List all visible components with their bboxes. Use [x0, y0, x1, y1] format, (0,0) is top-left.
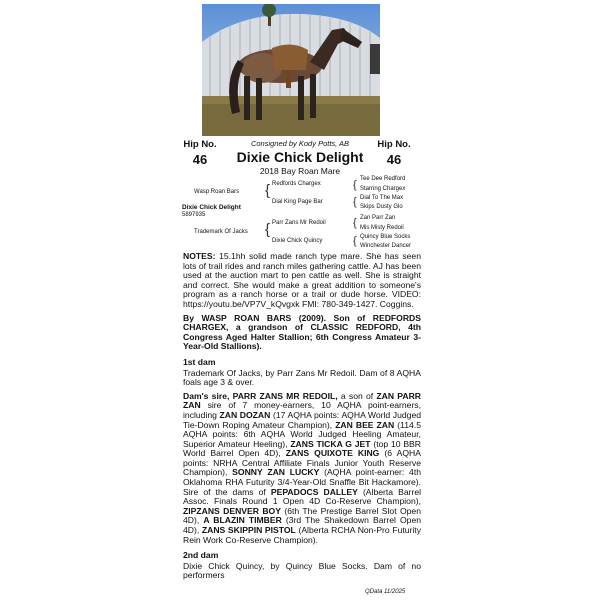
hip-label: Hip No. — [377, 139, 411, 150]
text-run: (6 AQHA points: NRHA Central Affiliate Finals Junior Youth Reserve Champion), — [183, 448, 421, 478]
text-run: (6th The Prestige Barrel Slot Open 4D), — [183, 505, 421, 526]
horse-ref: ZANS TICKA G JET — [290, 438, 371, 449]
notes-paragraph — [183, 252, 421, 310]
horse-description: 2018 Bay Roan Mare — [259, 166, 341, 176]
hip-label: Hip No. — [183, 139, 217, 150]
footer-credit: QData 11/2025 — [365, 589, 406, 595]
text-run: (17 AQHA points: AQHA World Judged Tie-Down Roping Amateur Champion), — [183, 409, 422, 430]
first-dam-heading: 1st dam — [183, 356, 216, 367]
pedigree-dam: Trademark Of Jacks — [194, 229, 248, 235]
text-run: sire of 7 money-earners, 10 AQHA point-earners, including — [183, 400, 421, 420]
pedigree-dam-sire-sire: Zan Parr Zan — [360, 215, 396, 221]
text-run: (AQHA point-earner: 4th Oklahoma RHA Futurity 3/4-Year-Old Snaffle Bit Hackamore). Sire of the dams of — [183, 467, 421, 497]
horse-ref: SONNY ZAN LUCKY — [232, 467, 320, 478]
text-run: (Alberta Barrel Assoc. Finals Round 1 Open 4D Co-Reserve Champion), — [183, 486, 422, 507]
pedigree-dam-sire: Parr Zans Mr Redoil — [272, 220, 326, 226]
text-run: a son of — [337, 390, 377, 401]
pedigree-sire-dam-sire: Dial To The Max — [360, 195, 404, 201]
horse-ref: ZAN BEE ZAN — [335, 419, 395, 430]
horse-ref: ZAN PARR ZAN — [183, 390, 422, 411]
pedigree-dam-sire-dam: Mis Misty Redoil — [360, 225, 404, 231]
text-run: (Alberta RCHA Non-Pro Futurity Rein Work Co-Reserve Champion). — [183, 525, 421, 545]
pedigree-sire-sire-dam: Starring Chargex — [360, 186, 406, 192]
pedigree-dam-dam-sire: Quincy Blue Socks — [360, 234, 411, 240]
second-dam-text: Dixie Chick Quincy, by Quincy Blue Socks. Dam of no performers — [183, 560, 421, 581]
horse-photo — [202, 4, 380, 136]
horse-name: Dixie Chick Delight — [236, 149, 364, 165]
notes-label: NOTES: — [183, 251, 216, 261]
first-dam-text: Trademark Of Jacks, by Parr Zans Mr Redoil. Dam of 8 AQHA foals age 3 & over. — [183, 367, 421, 388]
dams-sire-paragraph — [183, 392, 421, 546]
horse-ref: ZAN DOZAN — [219, 409, 271, 420]
catalog-body — [183, 252, 421, 585]
pedigree-sire-sire-sire: Tee Dee Redford — [360, 176, 406, 182]
pedigree-registration: 5897935 — [182, 212, 206, 218]
hip-number: 46 — [192, 152, 208, 167]
horse-ref: A BLAZIN TIMBER — [203, 515, 282, 526]
catalog-page — [180, 0, 420, 600]
pedigree-brace: { — [353, 217, 357, 229]
horse-ref: ZANS SKIPPIN PISTOL — [201, 525, 296, 536]
pedigree-dam-dam-dam: Winchester Dancer — [360, 243, 412, 249]
dams-sire-name: Dam's sire, PARR ZANS MR REDOIL, — [183, 390, 338, 401]
pedigree-brace: { — [353, 235, 357, 247]
hip-number: 46 — [386, 152, 402, 167]
pedigree-sire-dam: Dial King Page Bar — [272, 199, 323, 205]
pedigree-sire-dam-dam: Skips Dusty Glo — [360, 204, 403, 210]
pedigree-brace: { — [265, 182, 271, 199]
second-dam-heading: 2nd dam — [183, 550, 219, 561]
pedigree-sire-sire: Redfords Chargex — [272, 181, 321, 187]
text-run: (3rd The Shakedown Barrel Open 4D), — [183, 515, 422, 536]
horse-photo-image — [202, 4, 380, 136]
text-run: (114.5 AQHA points: 6th AQHA World Judged Heeling Amateur, Superior Amateur Heeling), — [183, 419, 421, 449]
horse-ref: ZANS QUIXOTE KING — [285, 448, 380, 459]
pedigree-brace: { — [265, 221, 271, 238]
consignor: Consigned by Kody Potts, AB — [250, 139, 350, 148]
notes-text: 15.1hh solid made ranch type mare. She has seen lots of trail rides and ranch miles gathering cattle. AJ has been used at the auction mart to pen cattle as well. She is straight and correct. She would make a great addition to someone's program as a ranch horse or a trail or dude horse. VIDEO: https://youtu.be/VP7V_kQvgxk FMI: 780-349-1427. Coggins. — [183, 251, 421, 309]
sire-paragraph: By WASP ROAN BARS (2009). Son of REDFORDS CHARGEX, a grandson of CLASSIC REDFORD, 4th Congress Aged Halter Stallion; 6th Congress Amateur 3-Year-Old Stallions). — [183, 312, 421, 352]
pedigree-dam-dam: Dixie Chick Quincy — [272, 238, 323, 244]
pedigree-brace: { — [353, 179, 357, 191]
text-run: (top 10 BBR World Barrel Open 4D), — [183, 438, 421, 459]
horse-ref: PEPADOCS DALLEY — [270, 486, 358, 497]
pedigree-sire: Wasp Roan Bars — [194, 189, 240, 195]
horse-ref: ZIPZANS DENVER BOY — [183, 505, 281, 516]
pedigree-subject: Dixie Chick Delight — [182, 204, 241, 211]
pedigree-brace: { — [353, 196, 357, 208]
